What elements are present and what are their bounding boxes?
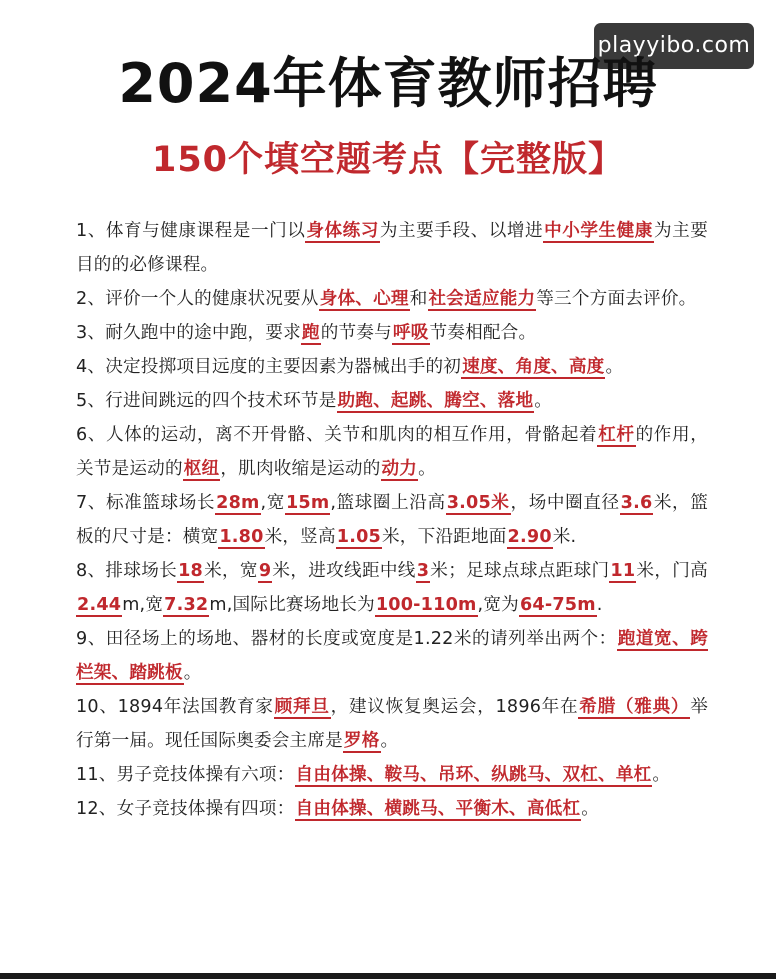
page-subtitle: 150个填空题考点【完整版】 — [151, 140, 625, 180]
question-text: 2、评价一个人的健康状况要从 — [76, 289, 319, 309]
question-text: 12、女子竞技体操有四项： — [76, 799, 295, 819]
question-text: 米，进攻线距中线 — [272, 561, 416, 581]
question-text: 米. — [552, 527, 577, 547]
question-text: 。 — [534, 391, 553, 411]
bottom-border — [0, 973, 776, 979]
question-text: 米，竖高 — [264, 527, 336, 547]
answer-text: 中小学生健康 — [544, 221, 653, 241]
answer-text: 跑 — [301, 323, 320, 343]
question-text: 3、耐久跑中的途中跑，要求 — [76, 323, 301, 343]
answer-text: 希腊（雅典） — [579, 697, 690, 717]
question-text: 6、人体的运动，离不开骨骼、关节和肌肉的相互作用，骨骼起着 — [76, 425, 598, 445]
question-text: ,篮球圈上沿高 — [330, 493, 446, 513]
answer-text: 7.32 — [164, 595, 209, 615]
answer-text: 自由体操、横跳马、平衡木、高低杠 — [295, 799, 581, 819]
question-text: 米，下沿距地面 — [381, 527, 507, 547]
question-text: . — [596, 595, 603, 615]
answer-text: 跑道宽、跨栏架、踏跳板 — [76, 629, 708, 683]
list-item — [76, 792, 708, 826]
question-text: m,国际比赛场地长为 — [209, 595, 375, 615]
answer-text: 助跑、起跳、腾空、落地 — [337, 391, 534, 411]
answer-text: 3.05米 — [446, 493, 510, 513]
list-item — [76, 214, 708, 282]
question-text: ,宽为 — [477, 595, 519, 615]
question-text: 米；足球点球点距球门 — [430, 561, 610, 581]
list-item — [76, 486, 708, 554]
list-item — [76, 384, 708, 418]
question-text: 7、标准篮球场长 — [76, 493, 216, 513]
question-text: 米，篮板的尺寸是：横宽 — [76, 493, 708, 547]
question-text: 的作用，关节是运动的 — [76, 425, 708, 479]
question-text: 4、决定投掷项目远度的主要因素为器械出手的初 — [76, 357, 462, 377]
question-text: 9、田径场上的场地、器材的长度或宽度是1.22米的请列举出两个： — [76, 629, 617, 649]
question-text: 。 — [581, 799, 600, 819]
question-text: m,宽 — [122, 595, 164, 615]
question-text: 米，门高 — [636, 561, 708, 581]
answer-text: 2.90 — [507, 527, 552, 547]
answer-text: 1.05 — [336, 527, 381, 547]
answer-text: 自由体操、鞍马、吊环、纵跳马、双杠、单杠 — [295, 765, 652, 785]
question-text: 。 — [380, 731, 399, 751]
answer-text: 枢纽 — [183, 459, 220, 479]
answer-text: 身体练习 — [306, 221, 379, 241]
question-text: 。 — [652, 765, 671, 785]
question-text: 10、1894年法国教育家 — [76, 697, 274, 717]
question-text: 为主要目的的必修课程。 — [76, 221, 709, 275]
question-text: 的节奏与 — [320, 323, 392, 343]
answer-text: 64-75m — [519, 595, 596, 615]
question-text: 8、排球场长 — [76, 561, 178, 581]
answer-text: 呼吸 — [392, 323, 429, 343]
list-item — [76, 350, 708, 384]
answer-text: 杠杆 — [598, 425, 635, 445]
answer-text: 速度、角度、高度 — [462, 357, 605, 377]
list-item — [76, 622, 708, 690]
list-item — [76, 758, 708, 792]
list-item — [76, 554, 708, 622]
answer-text: 顾拜旦 — [274, 697, 330, 717]
question-text: 。 — [418, 459, 436, 479]
question-text: 米，宽 — [203, 561, 258, 581]
question-text: ，场中圈直径 — [510, 493, 620, 513]
fill-in-list — [76, 214, 708, 826]
answer-text: 3.6 — [620, 493, 653, 513]
question-text: ，肌肉收缩是运动的 — [220, 459, 381, 479]
question-text: 等三个方面去评价。 — [536, 289, 697, 309]
question-text: 举行第一届。现任国际奥委会主席是 — [76, 697, 709, 751]
answer-text: 18 — [178, 561, 203, 581]
list-item — [76, 690, 708, 758]
list-item — [76, 316, 708, 350]
list-item — [76, 282, 708, 316]
answer-text: 15m — [285, 493, 330, 513]
page-title: 2024年体育教师招聘 — [118, 52, 658, 115]
question-text: 和 — [409, 289, 428, 309]
answer-text: 3 — [416, 561, 430, 581]
answer-text: 动力 — [381, 459, 418, 479]
answer-text: 罗格 — [343, 731, 380, 751]
answer-text: 社会适应能力 — [428, 289, 536, 309]
answer-text: 11 — [610, 561, 636, 581]
answer-text: 9 — [258, 561, 272, 581]
watermark-badge: playyibo.com — [594, 23, 754, 69]
answer-text: 1.80 — [219, 527, 264, 547]
question-text: 5、行进间跳远的四个技术环节是 — [76, 391, 337, 411]
question-text: 11、男子竞技体操有六项： — [76, 765, 295, 785]
question-text: 。 — [605, 357, 624, 377]
answer-text: 2.44 — [77, 595, 122, 615]
question-text: 1、体育与健康课程是一门以 — [76, 221, 306, 241]
question-text: 为主要手段、以增进 — [379, 221, 544, 241]
answer-text: 28m — [216, 493, 260, 513]
question-text: ,宽 — [260, 493, 285, 513]
question-text: 。 — [183, 663, 202, 683]
question-text: ，建议恢复奥运会，1896年在 — [330, 697, 579, 717]
answer-text: 身体、心理 — [319, 289, 409, 309]
list-item — [76, 418, 708, 486]
question-text: 节奏相配合。 — [429, 323, 537, 343]
answer-text: 100-110m — [375, 595, 477, 615]
